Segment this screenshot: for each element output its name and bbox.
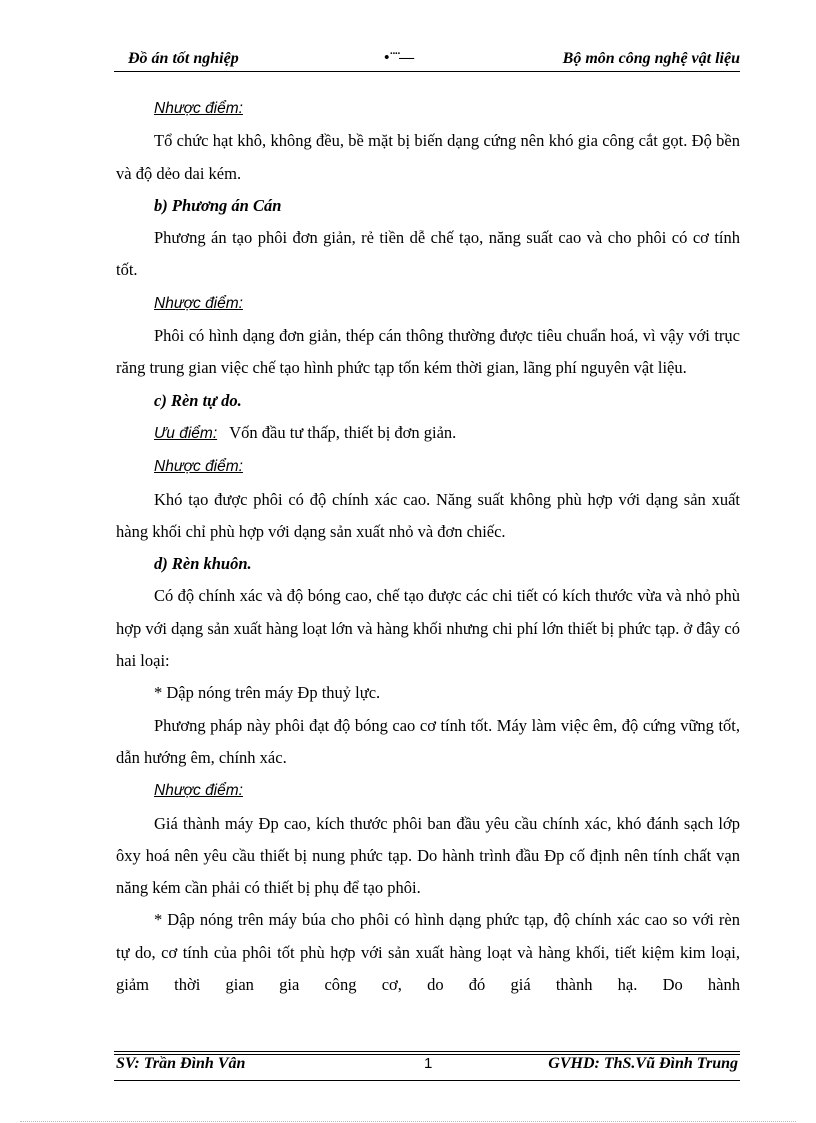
header-rule: [114, 71, 740, 72]
footer-rule-under: [114, 1080, 740, 1081]
advantage-text: Vốn đầu tư thấp, thiết bị đơn giản.: [229, 422, 457, 442]
paragraph: [116, 450, 740, 483]
section-heading-c: c) Rèn tự do.: [154, 390, 242, 410]
paragraph: [116, 287, 740, 320]
label-disadvantage: Nhược điểm:: [154, 100, 243, 117]
paragraph: Giá thành máy Đp cao, kích thước phôi ban đầu yêu cầu chính xác, khó đánh sạch lớp ôxy hoá nên yêu cầu thiết bị nung phức tạp. Do hành trình đầu Đp cố định nên tính chất vạn năng kém cần phải có thiết bị phụ để tạo phôi.: [116, 813, 740, 898]
paragraph: * Dập nóng trên máy búa cho phôi có hình dạng phức tạp, độ chính xác cao so với rèn tự do, cơ tính của phôi tốt phù hợp với sản xuất hàng loạt và hàng khối, tiết kiệm kim loại, giảm thời gian gia công cơ, do đó giá thành hạ. Do hành: [116, 910, 740, 995]
paragraph: Có độ chính xác và độ bóng cao, chế tạo được các chi tiết có kích thước vừa và nhỏ phù hợp với dạng sản xuất hàng loạt lớn và hàng khối nhưng chi phí lớn thiết bị phức tạp. ở đây có hai loại:: [116, 586, 740, 671]
header-ornament: •¨¨—: [384, 50, 415, 66]
footer-rule-top: [114, 1051, 740, 1052]
label-advantage: Ưu điểm:: [154, 424, 218, 442]
page-header: [114, 46, 740, 72]
section-heading-b: b) Phương án Cán: [154, 195, 282, 215]
section-heading-d: d) Rèn khuôn.: [154, 554, 252, 574]
header-title-left: Đồ án tốt nghiệp: [128, 50, 239, 67]
footer-advisor: GVHD: ThS.Vũ Đình Trung: [548, 1055, 738, 1072]
paragraph: [116, 417, 740, 450]
label-disadvantage: Nhược điểm:: [154, 458, 243, 476]
page-body: [116, 92, 740, 1001]
label-disadvantage: Nhược điểm:: [154, 782, 243, 800]
paragraph: Phương án tạo phôi đơn giản, rẻ tiền dễ chế tạo, năng suất cao và cho phôi có cơ tính tốt.: [116, 228, 740, 280]
label-disadvantage: Nhược điểm:: [154, 294, 243, 312]
paragraph: [116, 774, 740, 807]
paragraph: Tổ chức hạt khô, không đều, bề mặt bị biến dạng cứng nên khó gia công cắt gọt. Độ bền và độ dẻo dai kém.: [116, 131, 740, 183]
paragraph: * Dập nóng trên máy Đp thuỷ lực.: [154, 683, 381, 703]
page-edge-dots: [20, 1121, 796, 1122]
paragraph: [116, 92, 740, 125]
page-footer: [114, 1055, 740, 1077]
header-title-right: Bộ môn công nghệ vật liệu: [562, 50, 740, 67]
page-number: 1: [424, 1055, 433, 1072]
paragraph: Phương pháp này phôi đạt độ bóng cao cơ tính tốt. Máy làm việc êm, độ cứng vững tốt, dẫn hướng êm, chính xác.: [116, 715, 740, 767]
footer-student: SV: Trần Đình Vân: [116, 1055, 246, 1072]
paragraph: Khó tạo được phôi có độ chính xác cao. Năng suất không phù hợp với dạng sản xuất hàng khối chỉ phù hợp với dạng sản xuất nhỏ và đơn chiếc.: [116, 489, 740, 541]
paragraph: Phôi có hình dạng đơn giản, thép cán thông thường được tiêu chuẩn hoá, vì vậy với trục răng trung gian việc chế tạo hình phức tạp tốn kém thời gian, lãng phí nguyên vật liệu.: [116, 326, 740, 378]
